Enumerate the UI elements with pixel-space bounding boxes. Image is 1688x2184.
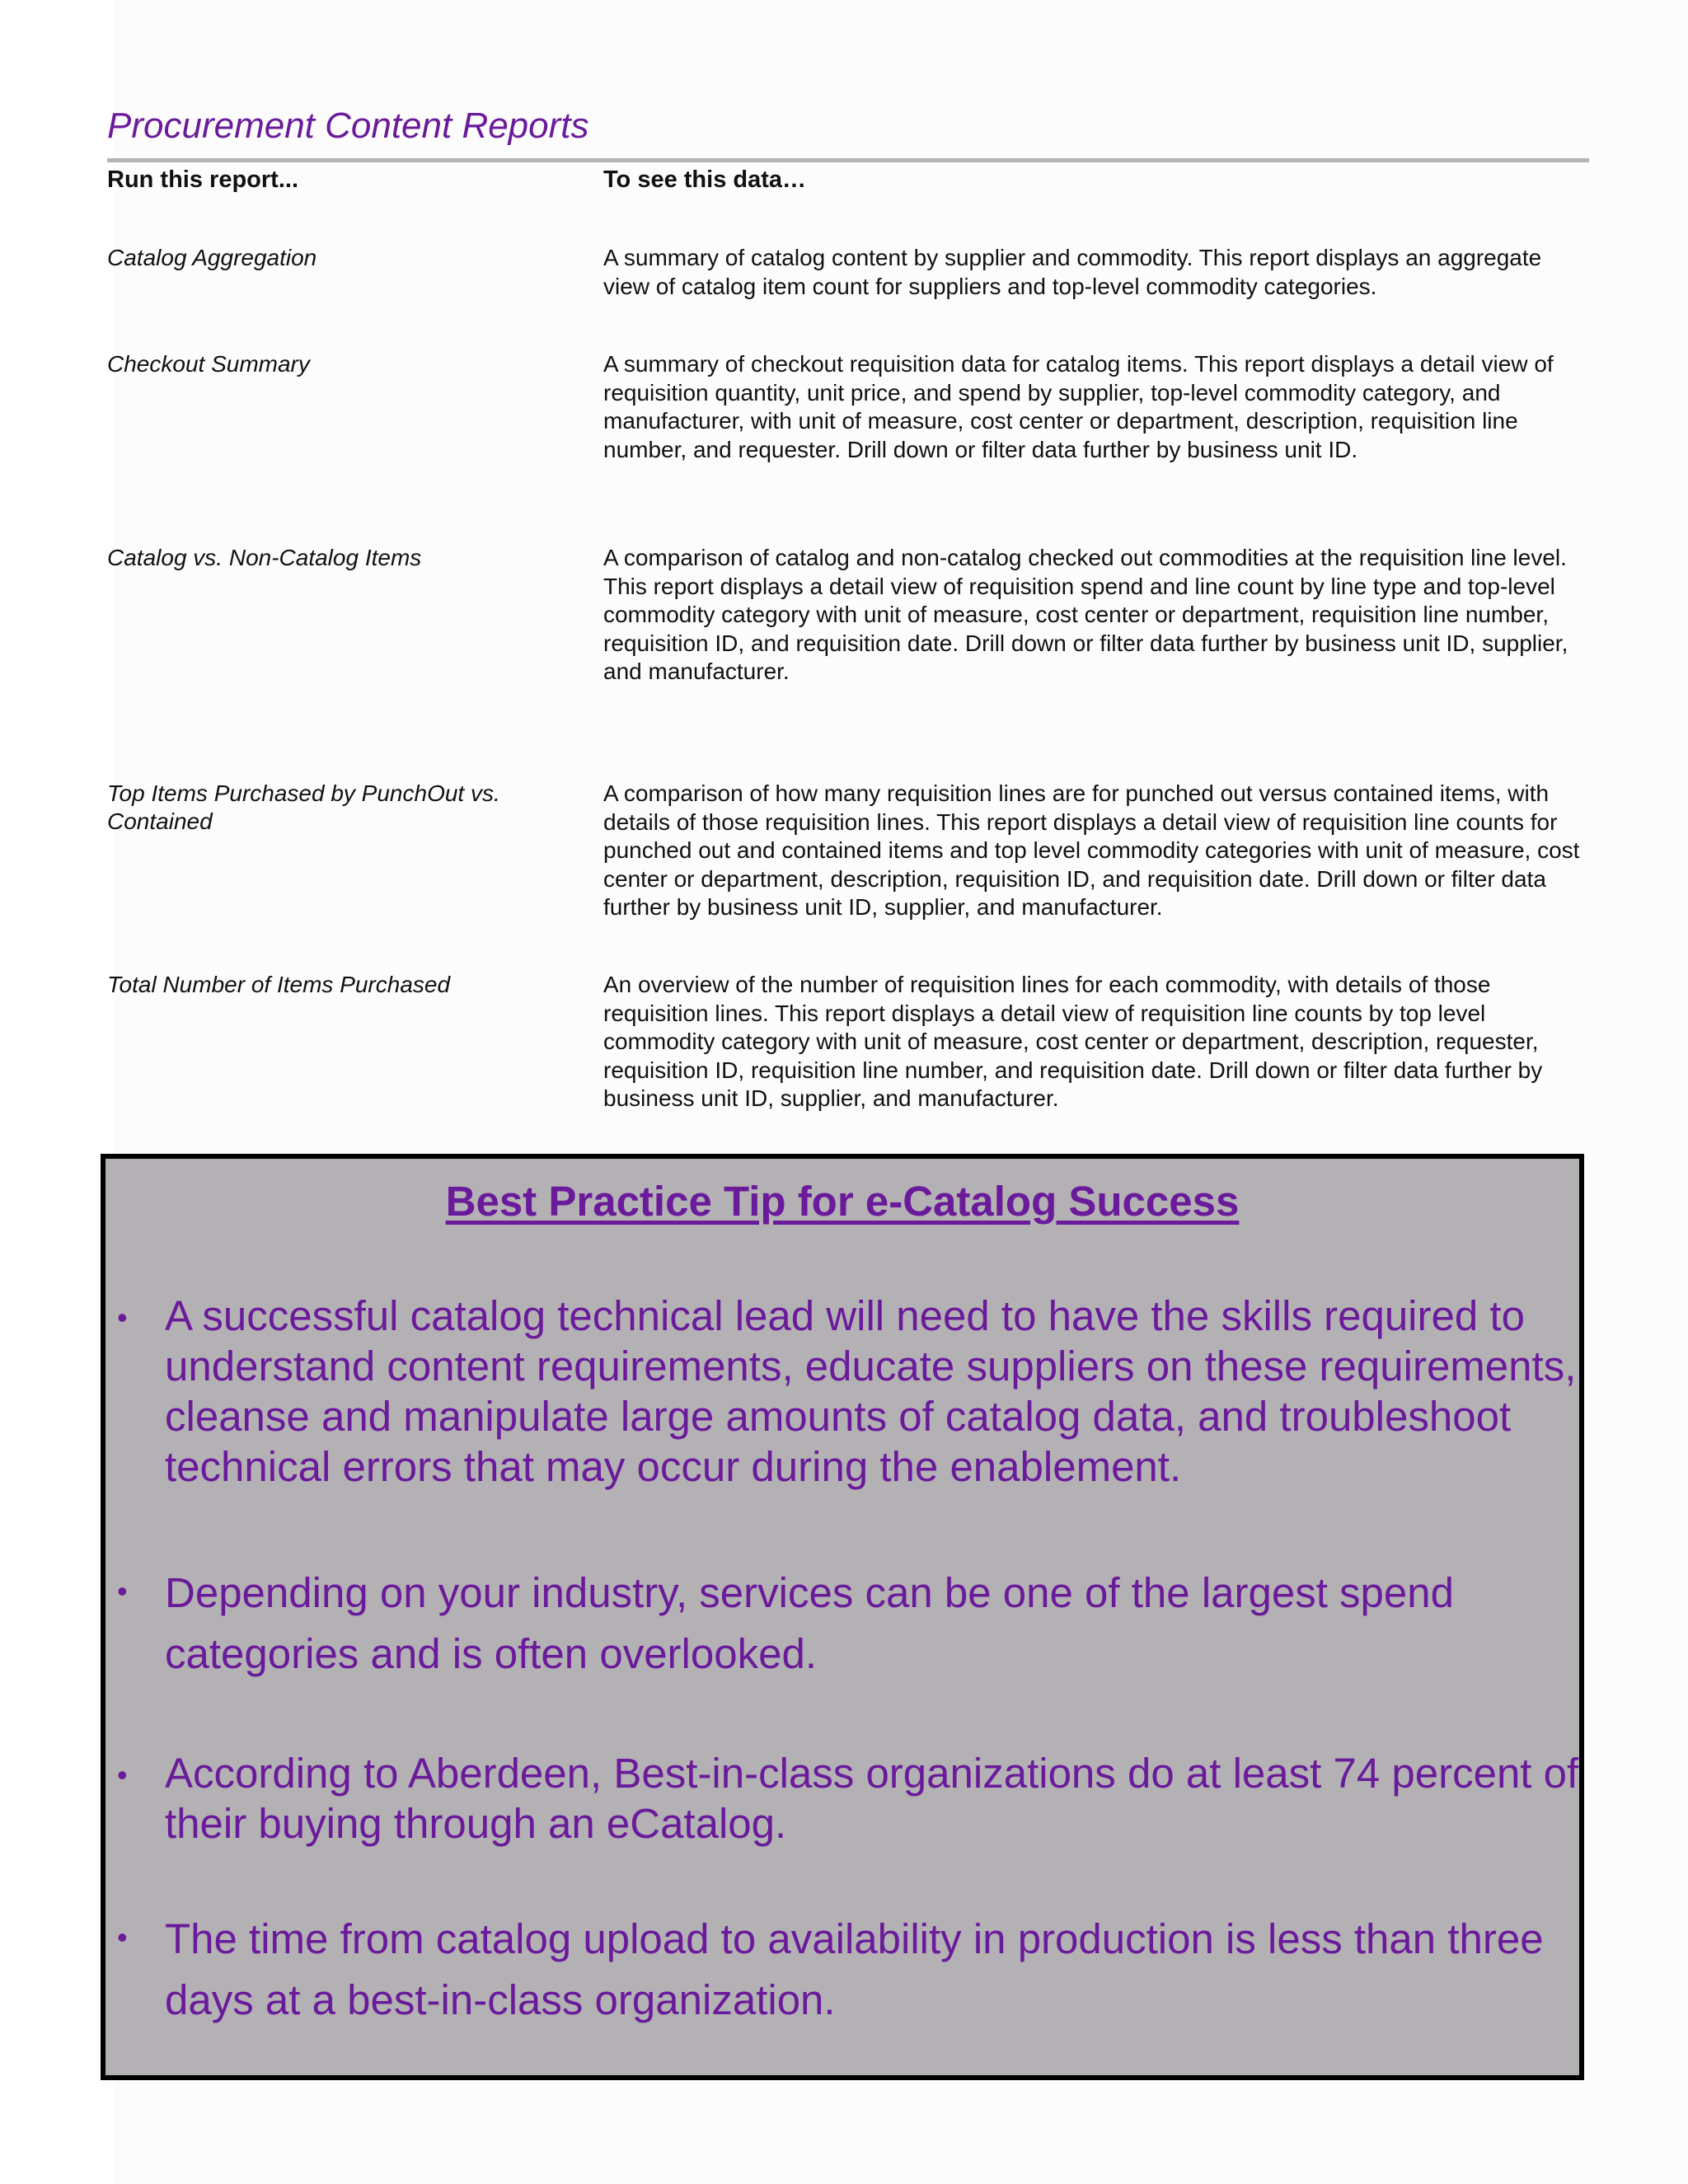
page-title: Procurement Content Reports [107, 105, 589, 146]
report-name: Catalog vs. Non-Catalog Items [107, 545, 422, 570]
bullet-icon: • [117, 1758, 128, 1792]
report-name: Total Number of Items Purchased [107, 972, 451, 997]
tip-text: Depending on your industry, services can be one of the largest spend categories and is often overlooked. [165, 1569, 1455, 1677]
tip-text: A successful catalog technical lead will need to have the skills required to understand content requirements, educate suppliers on these requirements, cleanse and manipulate large amounts of catalog data, and troubleshoot technical errors that may occur during the enablement. [165, 1292, 1577, 1490]
column-header-data: To see this data… [603, 166, 807, 193]
tip-box-title: Best Practice Tip for e-Catalog Success [445, 1178, 1240, 1225]
tip-text: According to Aberdeen, Best-in-class organizations do at least 74 percent of their buying through an eCatalog. [165, 1750, 1579, 1847]
report-description: A comparison of catalog and non-catalog checked out commodities at the requisition line level. This report displays a detail view of requisition spend and line count by line type and top-level commodity category with unit of measure, cost center or department, requisition line number, requisition ID, and requisition date. Drill down or filter data further by business unit ID, supplier, and manufacturer. [603, 545, 1568, 684]
tip-text: The time from catalog upload to availability in production is less than three days at a best-in-class organization. [165, 1915, 1544, 2023]
report-description: A comparison of how many requisition lines are for punched out versus contained items, with details of those requisition lines. This report displays a detail view of requisition line counts for punched out and contained items and top level commodity categories with unit of measure, cost center or department, description, requisition ID, and requisition date. Drill down or filter data further by business unit ID, supplier, and manufacturer. [603, 780, 1580, 920]
report-description: A summary of checkout requisition data for catalog items. This report displays a detail view of requisition quantity, unit price, and spend by supplier, top-level commodity category, and manufacturer, with unit of measure, cost center or department, description, requisition line number, and requester. Drill down or filter data further by business unit ID. [603, 351, 1554, 462]
report-name: Top Items Purchased by PunchOut vs. Contained [107, 780, 500, 834]
bullet-icon: • [117, 1301, 128, 1334]
report-description: An overview of the number of requisition lines for each commodity, with details of those requisition lines. This report displays a detail view of requisition line counts by top level commodity category with unit of measure, cost center or department, description, requester, requisition ID, requisition line number, and requisition date. Drill down or filter data further by business unit ID, supplier, and manufacturer. [603, 972, 1543, 1111]
bullet-icon: • [117, 1574, 128, 1608]
report-name: Checkout Summary [107, 351, 310, 377]
report-name: Catalog Aggregation [107, 245, 317, 270]
best-practice-tip-box [101, 1154, 1584, 2080]
bullet-icon: • [117, 1920, 128, 1954]
title-divider [107, 158, 1589, 162]
column-header-report: Run this report... [107, 166, 298, 193]
report-description: A summary of catalog content by supplier and commodity. This report displays an aggregate view of catalog item count for suppliers and top-level commodity categories. [603, 245, 1542, 299]
